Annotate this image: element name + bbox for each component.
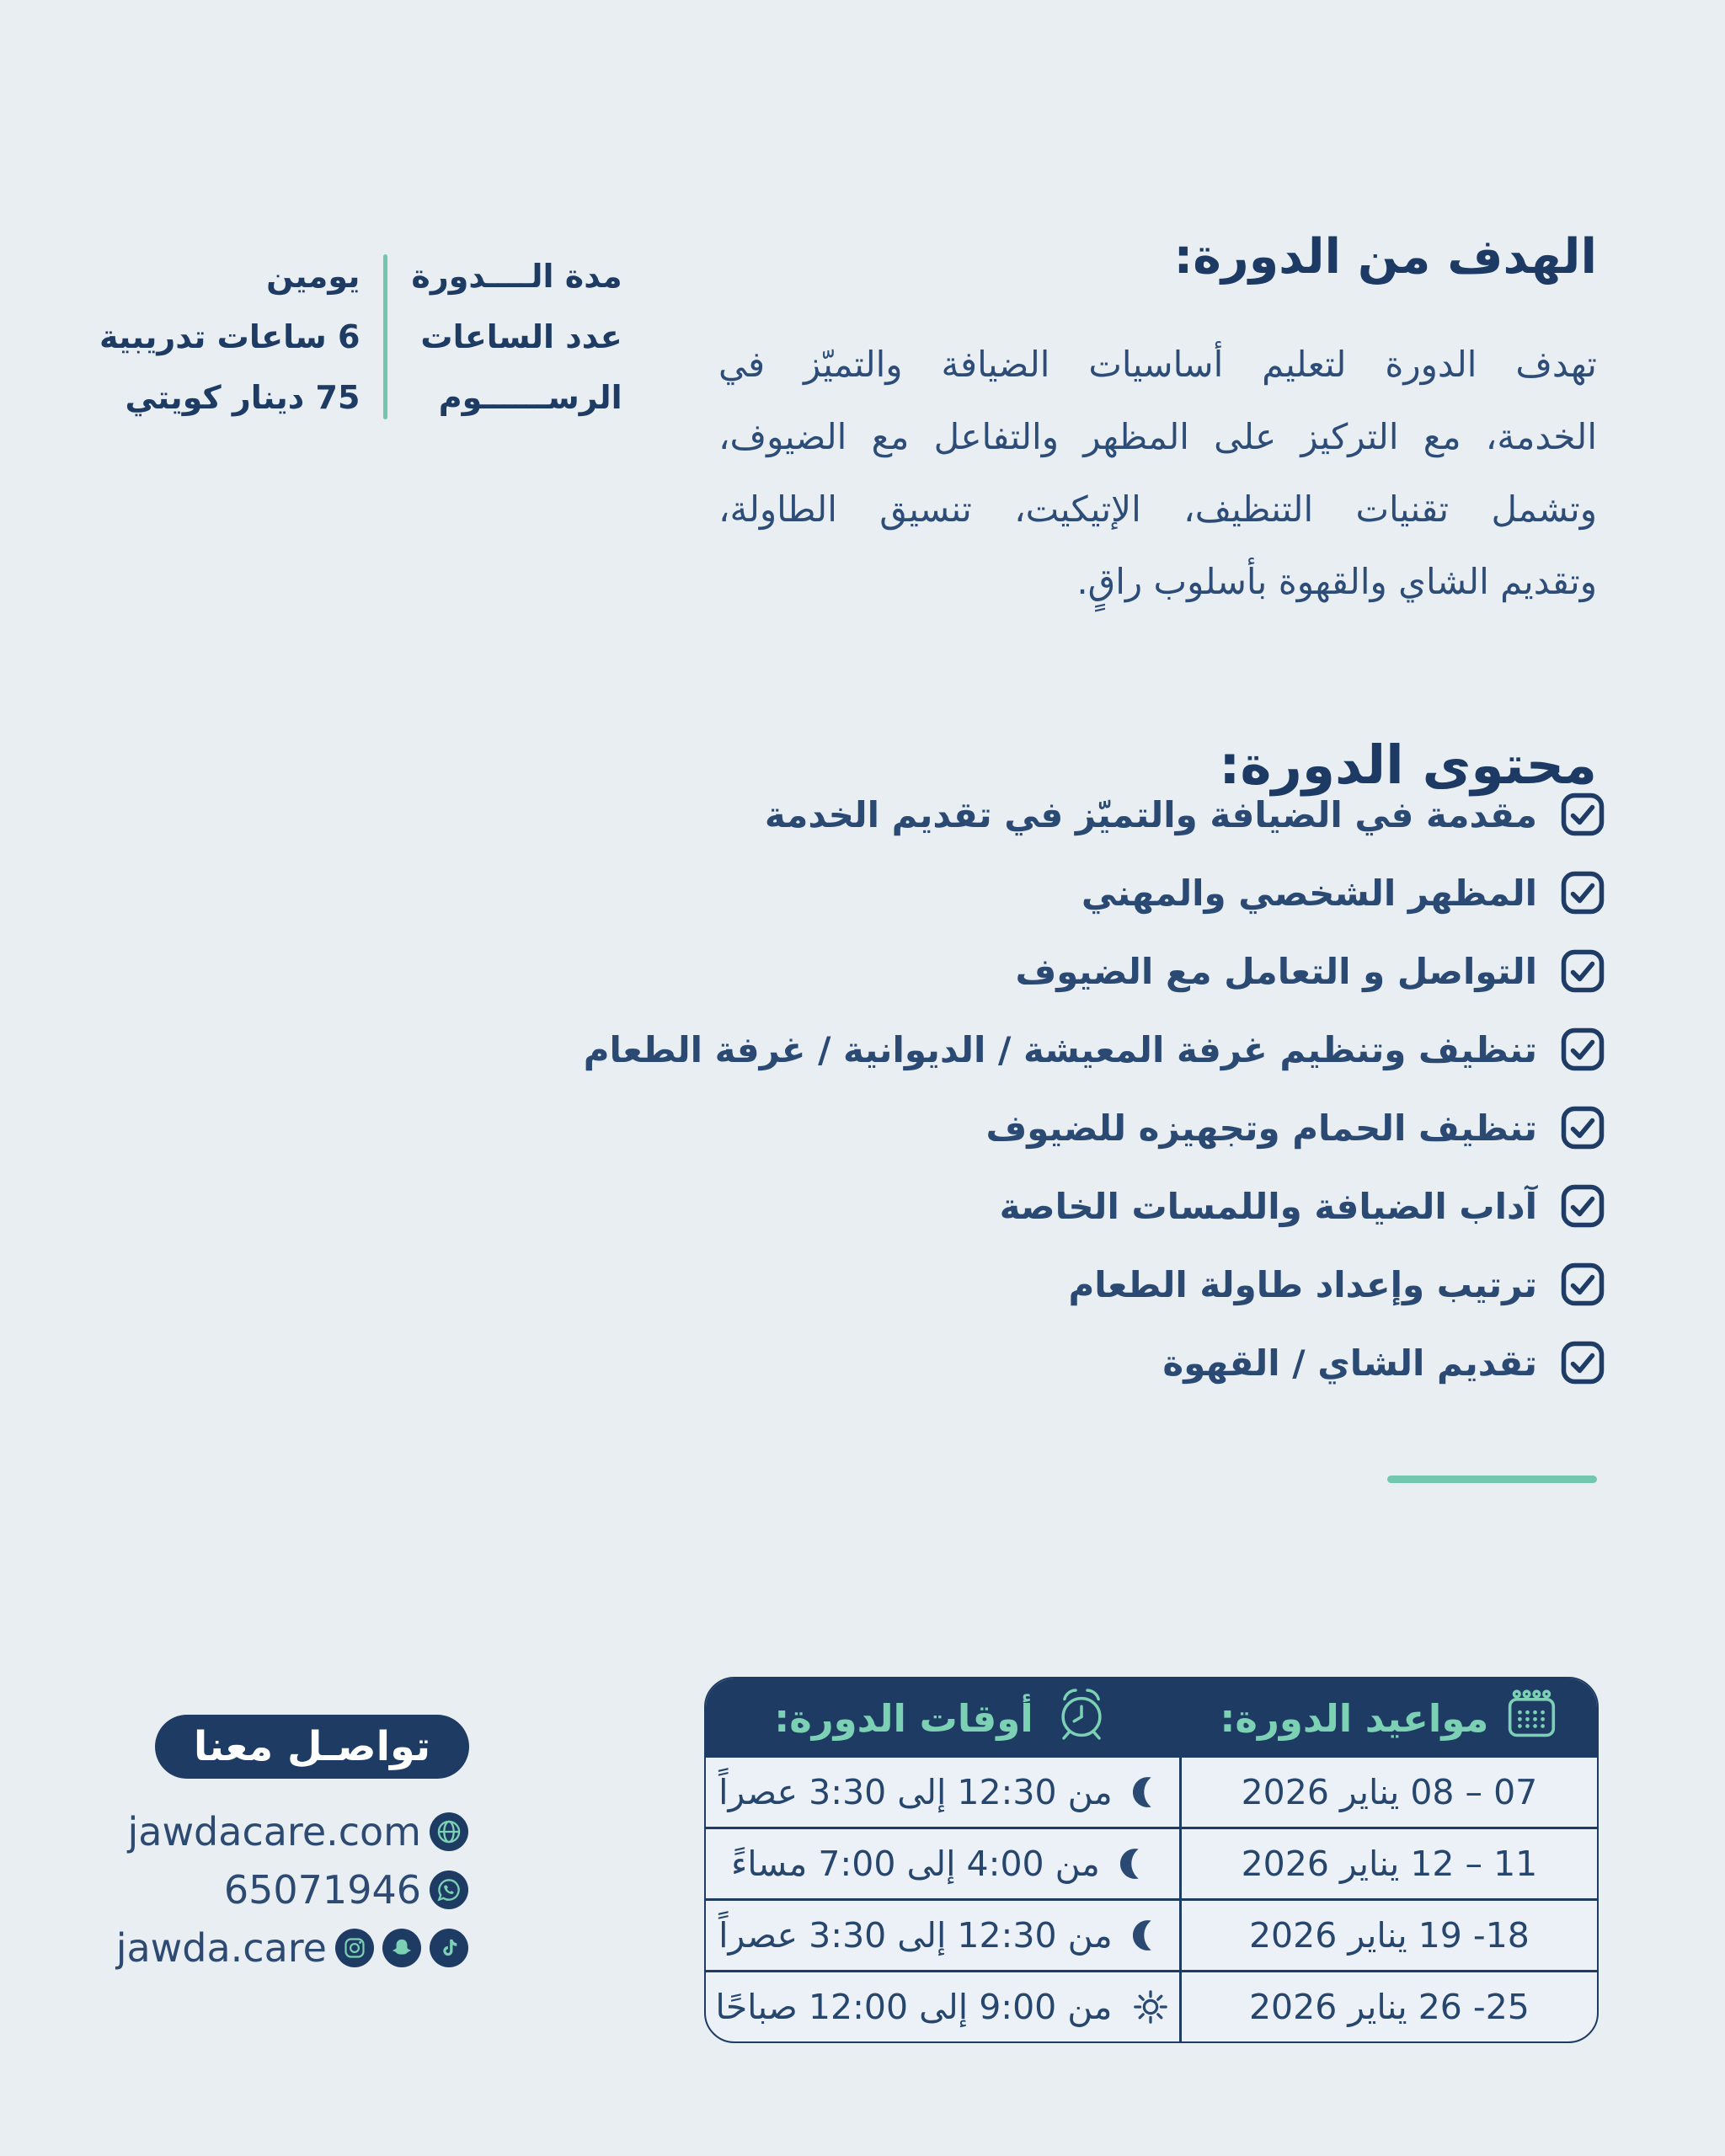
checklist-item-label: تنظيف وتنظيم غرفة المعيشة / الديوانية / غرفة الطعام (583, 1028, 1537, 1070)
course-info-block (99, 246, 622, 428)
checked-checkbox-icon (1561, 1027, 1605, 1071)
contact-rows (104, 1809, 468, 1971)
schedule-time-cell (706, 1901, 1179, 1970)
schedule-time-label: من 12:30 إلى 3:30 عصراً (718, 1772, 1113, 1812)
dates-header-label: مواعيد الدورة: (1220, 1695, 1489, 1741)
checklist-item (584, 867, 1605, 919)
website-row[interactable] (115, 1809, 468, 1854)
calendar-icon (1507, 1689, 1556, 1748)
crescent-moon-icon (1133, 1919, 1167, 1952)
schedule-time-cell (706, 1829, 1179, 1898)
whatsapp-icon (430, 1870, 468, 1909)
duration-label: مدة الــــدورة (411, 258, 622, 295)
hours-label: عدد الساعات (420, 318, 622, 355)
schedule-date-cell: 07 ‏– 08 يناير 2026 (1179, 1758, 1597, 1827)
checked-checkbox-icon (1561, 1262, 1605, 1306)
goal-paragraph-line: تهدف الدورة لتعليم أساسيات الضيافة والتميّز في (718, 344, 1597, 385)
checklist-item-label: ترتيب وإعداد طاولة الطعام (1068, 1263, 1537, 1305)
schedule-time-label: من 4:00 إلى 7:00 مساءً (731, 1844, 1100, 1884)
checked-checkbox-icon (1561, 1184, 1605, 1228)
schedule-time-cell (706, 1972, 1179, 2041)
schedule-time-label: من 9:00 إلى 12:00 صباحًا (715, 1987, 1113, 2027)
schedule-date-cell: 25‏- 26 يناير 2026 (1179, 1972, 1597, 2041)
contact-us-button[interactable]: تواصـل معنا (155, 1715, 469, 1779)
info-divider-line (383, 254, 387, 419)
website-link[interactable]: jawdacare.com (127, 1809, 421, 1854)
checklist-item (584, 1180, 1605, 1232)
section-divider-line (1387, 1476, 1597, 1483)
checklist-item (584, 788, 1605, 841)
social-handle[interactable]: jawda.care (115, 1925, 327, 1971)
tiktok-icon (430, 1929, 468, 1967)
crescent-moon-icon (1120, 1847, 1154, 1881)
checked-checkbox-icon (1561, 949, 1605, 993)
checked-checkbox-icon (1561, 1341, 1605, 1385)
schedule-row (706, 1758, 1597, 1827)
crescent-moon-icon (1133, 1775, 1167, 1809)
schedule-table (704, 1677, 1599, 2043)
course-info-labels (411, 246, 622, 428)
checklist-item-label: تقديم الشاي / القهوة (1162, 1342, 1537, 1384)
social-row[interactable] (104, 1925, 468, 1971)
checklist-item-label: التواصل و التعامل مع الضيوف (1015, 950, 1537, 992)
instagram-icon (335, 1929, 374, 1967)
schedule-time-cell (706, 1758, 1179, 1827)
goal-paragraph-line: وتقديم الشاي والقهوة بأسلوب راقٍ. (1076, 561, 1597, 602)
dates-header-cell (1179, 1678, 1597, 1758)
times-header-cell (706, 1678, 1179, 1758)
phone-number[interactable]: 65071946 (223, 1867, 421, 1913)
alarm-clock-icon (1052, 1684, 1111, 1753)
schedule-row (706, 1827, 1597, 1898)
course-content-checklist (584, 788, 1605, 1389)
schedule-table-header (706, 1678, 1597, 1758)
fees-label: الرســــــوم (438, 379, 622, 416)
globe-icon (430, 1812, 468, 1851)
goal-paragraph (718, 328, 1597, 618)
checklist-item (584, 945, 1605, 997)
snapchat-icon (382, 1929, 421, 1967)
content-heading: محتوى الدورة: (1219, 734, 1597, 797)
sun-icon (1132, 1988, 1169, 2025)
phone-row[interactable] (212, 1867, 468, 1913)
schedule-row (706, 1970, 1597, 2041)
schedule-date-cell: 18‏- 19 يناير 2026 (1179, 1901, 1597, 1970)
checklist-item (584, 1023, 1605, 1075)
goal-paragraph-line: الخدمة، مع التركيز على المظهر والتفاعل مع الضيوف، (718, 416, 1597, 457)
fees-value: 75 دينار كويتي (125, 379, 360, 416)
checked-checkbox-icon (1561, 871, 1605, 915)
checklist-item-label: المظهر الشخصي والمهني (1081, 872, 1537, 914)
schedule-date-cell: 11 ‏– 12 يناير 2026 (1179, 1829, 1597, 1898)
checklist-item-label: تنظيف الحمام وتجهيزه للضيوف (985, 1107, 1537, 1149)
schedule-row (706, 1898, 1597, 1970)
goal-heading: الهدف من الدورة: (1173, 229, 1597, 286)
checked-checkbox-icon (1561, 792, 1605, 836)
checklist-item-label: آداب الضيافة واللمسات الخاصة (999, 1185, 1537, 1227)
checklist-item (584, 1102, 1605, 1154)
checked-checkbox-icon (1561, 1106, 1605, 1150)
goal-paragraph-line: وتشمل تقنيات التنظيف، الإتيكيت، تنسيق الطاولة، (718, 488, 1597, 530)
checklist-item-label: مقدمة في الضيافة والتميّز في تقديم الخدمة (764, 793, 1537, 835)
course-info-values (99, 246, 360, 428)
times-header-label: أوقات الدورة: (774, 1695, 1033, 1741)
checklist-item (584, 1258, 1605, 1310)
duration-value: يومين (266, 258, 360, 295)
hours-value: 6 ساعات تدريبية (99, 318, 360, 355)
schedule-time-label: من 12:30 إلى 3:30 عصراً (718, 1915, 1113, 1956)
checklist-item (584, 1337, 1605, 1389)
